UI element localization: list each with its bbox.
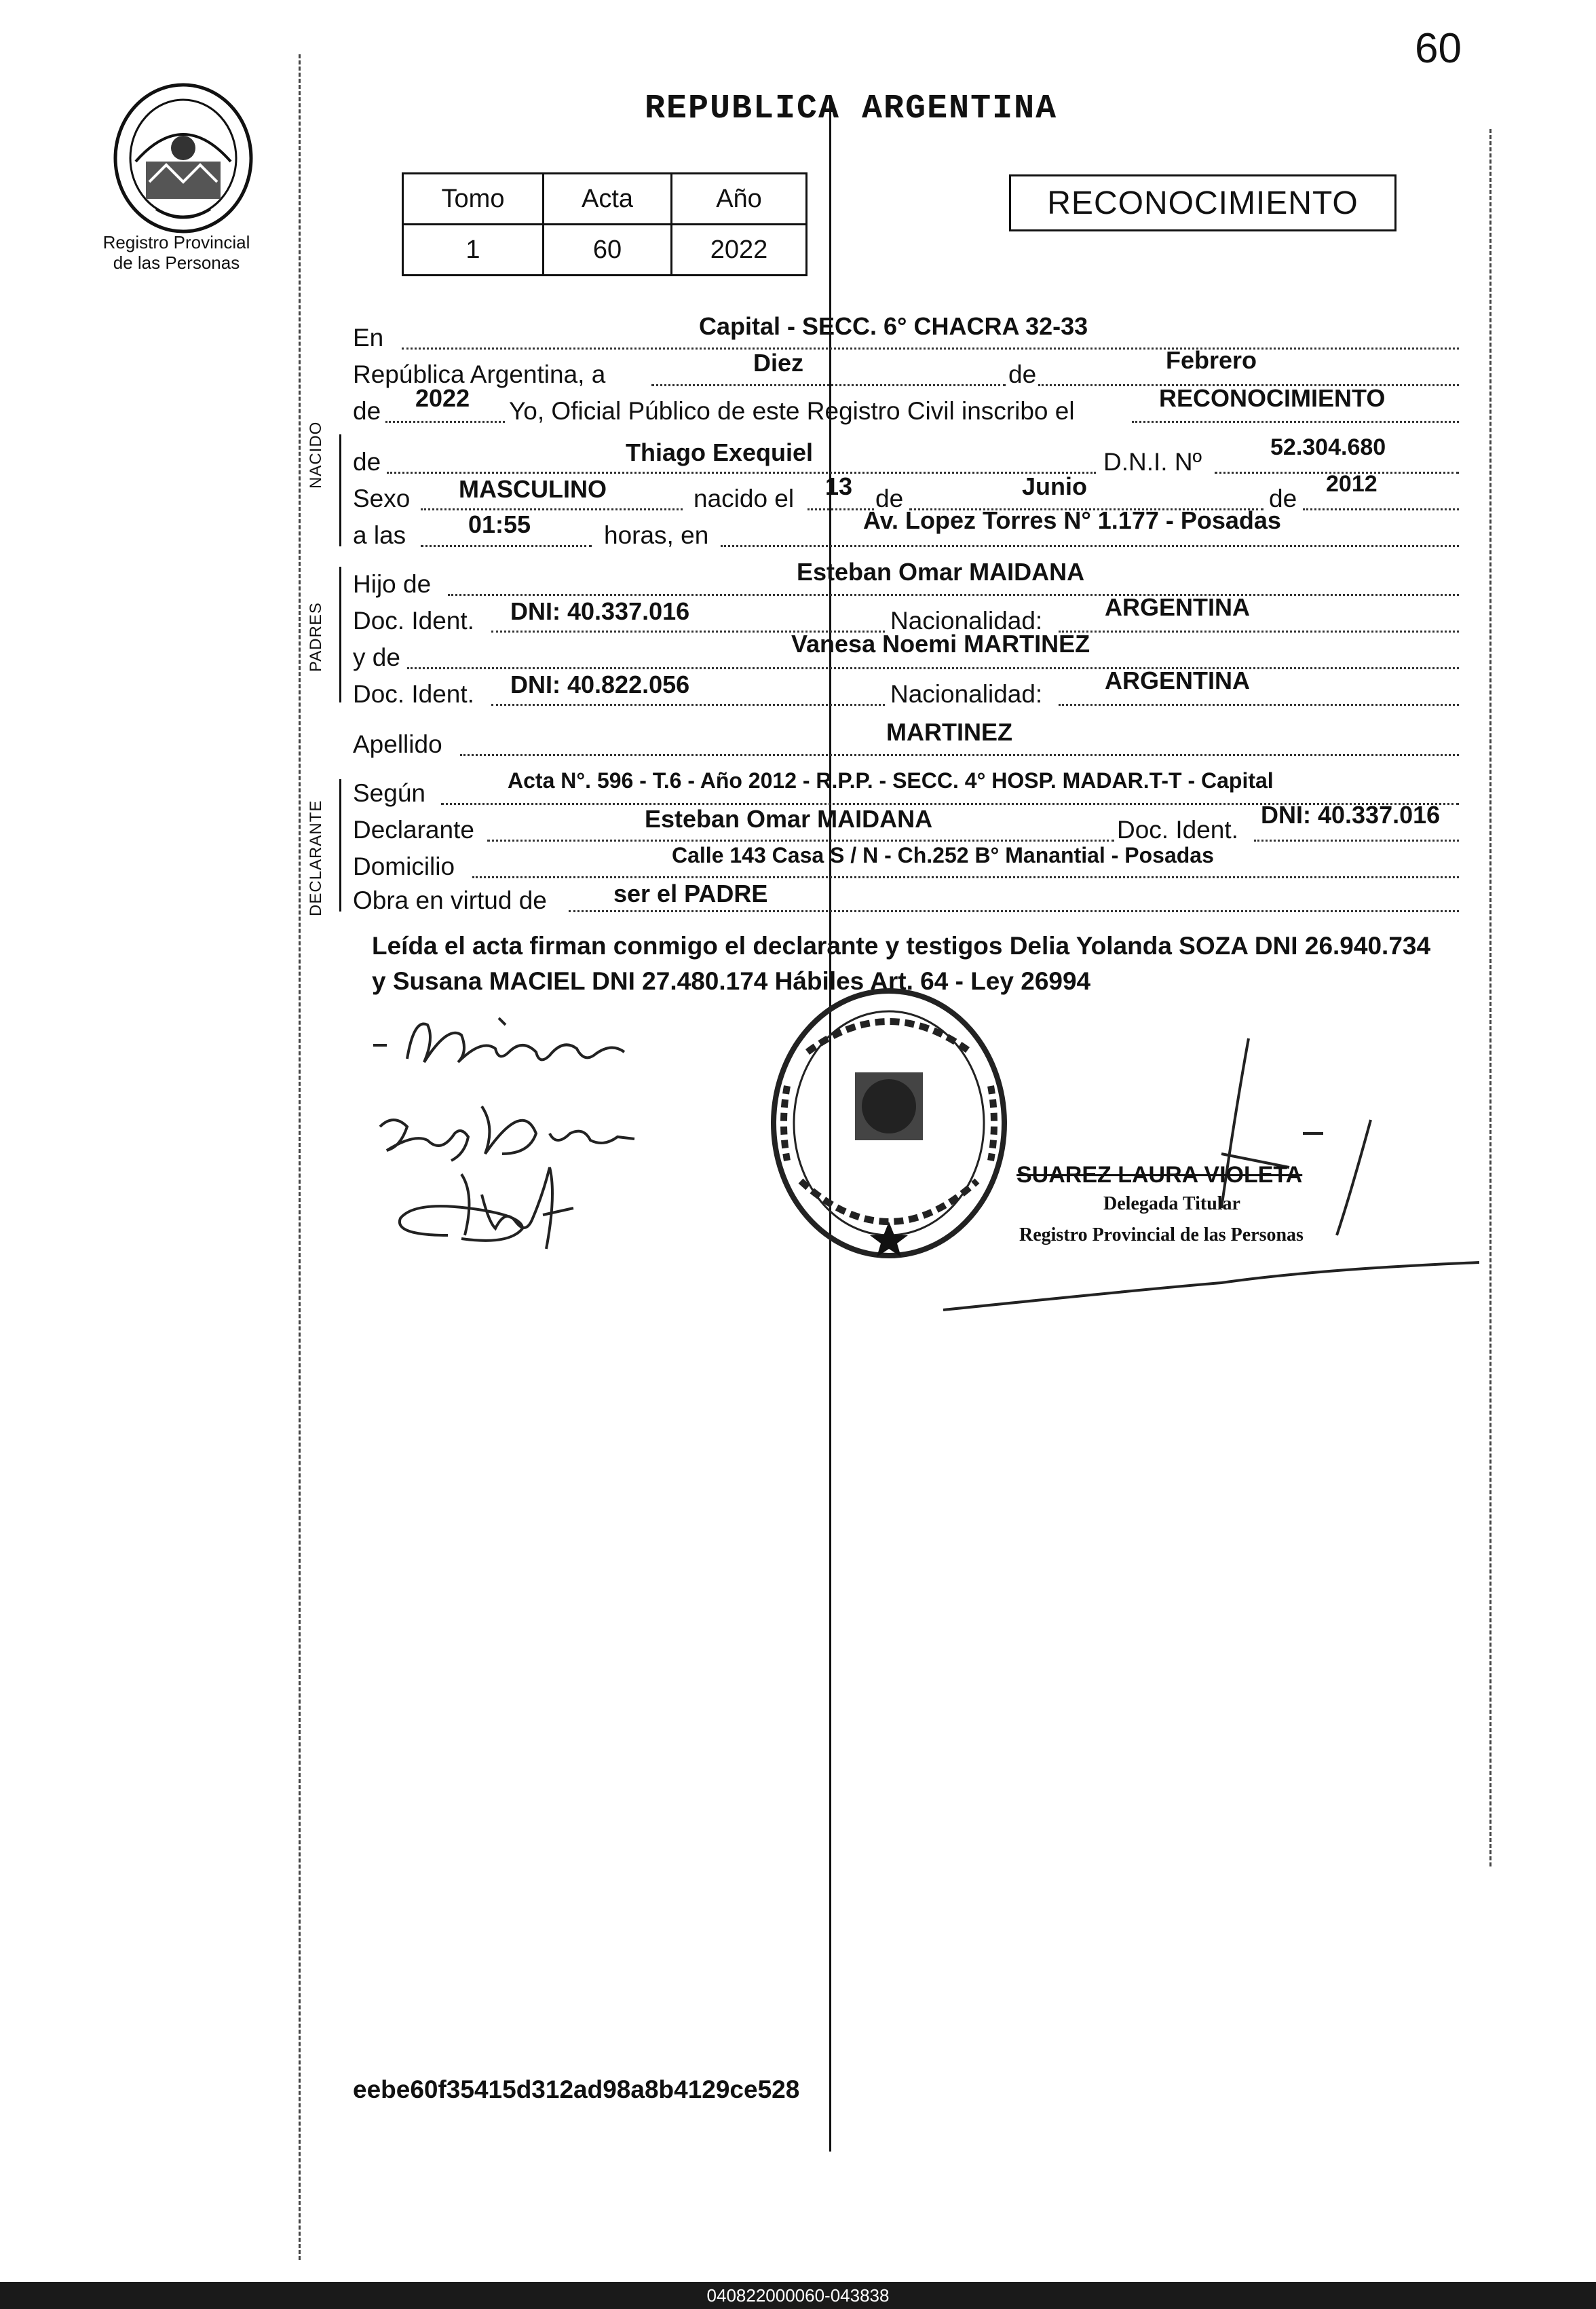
label-de-month: de xyxy=(1008,360,1037,388)
document-title: REPUBLICA ARGENTINA xyxy=(645,90,1058,128)
label-horas-en: horas, en xyxy=(604,521,709,549)
dotted-line xyxy=(721,545,1459,547)
label-segun: Según xyxy=(353,779,425,807)
province-crest-logo xyxy=(109,80,258,236)
value-madre-doc: DNI: 40.822.056 xyxy=(510,671,690,698)
label-de-year: de xyxy=(353,397,381,425)
value-lugar-nac: Av. Lopez Torres N° 1.177 - Posadas xyxy=(863,506,1281,534)
value-sexo: MASCULINO xyxy=(459,475,607,503)
label-hijo-de: Hijo de xyxy=(353,570,432,598)
label-y-de: y de xyxy=(353,643,400,671)
label-doc-ident-3: Doc. Ident. xyxy=(1117,816,1238,844)
org-name xyxy=(81,232,271,273)
nacido-bracket xyxy=(339,434,341,546)
dotted-line xyxy=(1132,421,1459,423)
document-hash: eebe60f35415d312ad98a8b4129ce528 xyxy=(353,2076,800,2103)
dotted-line xyxy=(1254,840,1459,842)
value-nombre: Thiago Exequiel xyxy=(626,438,814,466)
label-doc-ident-1: Doc. Ident. xyxy=(353,607,474,635)
signature-maciel xyxy=(387,1154,611,1262)
dotted-line xyxy=(472,876,1459,878)
table-header-anio: Año xyxy=(672,174,807,225)
page-number: 60 xyxy=(1415,25,1462,72)
label-en: En xyxy=(353,324,384,352)
value-padre: Esteban Omar MAIDANA xyxy=(797,558,1085,586)
official-role: Delegada Titular xyxy=(1103,1193,1240,1214)
label-de-name: de xyxy=(353,448,381,476)
table-value-acta: 60 xyxy=(544,225,672,276)
org-line-2: de las Personas xyxy=(113,252,240,273)
dotted-line xyxy=(448,594,1459,596)
signature-maidana xyxy=(366,998,651,1086)
footer-barcode-text: 040822000060-043838 xyxy=(0,2282,1596,2309)
label-obra: Obra en virtud de xyxy=(353,886,547,914)
dotted-line xyxy=(402,348,1459,350)
right-margin-line xyxy=(1489,129,1492,1866)
value-acto: RECONOCIMIENTO xyxy=(1159,384,1386,412)
value-madre-nac: ARGENTINA xyxy=(1105,667,1250,694)
table-value-anio: 2022 xyxy=(672,225,807,276)
left-margin-line xyxy=(299,54,301,2260)
label-yo: Yo, Oficial Público de este Registro Civil inscribo el xyxy=(509,397,1075,425)
table-header-tomo: Tomo xyxy=(403,174,544,225)
document-type-box: RECONOCIMIENTO xyxy=(1009,174,1396,231)
value-dia-nac: 13 xyxy=(825,472,853,500)
official-name: SUAREZ LAURA VIOLETA xyxy=(1016,1162,1303,1188)
dotted-line xyxy=(460,754,1459,756)
value-anio: 2022 xyxy=(415,384,470,412)
dotted-line xyxy=(1059,704,1459,706)
label-republica: República Argentina, a xyxy=(353,360,606,388)
label-a-las: a las xyxy=(353,521,406,549)
dotted-line xyxy=(1059,631,1459,633)
closing-statement: Leída el acta firman conmigo el declarante y testigos Delia Yolanda SOZA DNI 26.940.734 y Susana MACIEL DNI 27.480.174 Hábiles Art. 64 - Ley 26994 xyxy=(372,932,1431,995)
value-mes-nac: Junio xyxy=(1022,472,1087,500)
side-label-nacido: NACIDO xyxy=(307,421,325,489)
value-declarante-doc: DNI: 40.337.016 xyxy=(1261,801,1441,829)
dotted-line xyxy=(1303,508,1459,510)
dotted-line xyxy=(387,472,1096,474)
official-org: Registro Provincial de las Personas xyxy=(1019,1224,1304,1245)
label-domicilio: Domicilio xyxy=(353,852,455,880)
dotted-line xyxy=(491,704,885,706)
label-dni: D.N.I. Nº xyxy=(1103,448,1202,476)
value-domicilio: Calle 143 Casa S / N - Ch.252 B° Manantial - Posadas xyxy=(672,843,1214,867)
value-mes: Febrero xyxy=(1166,346,1257,374)
dotted-line xyxy=(407,667,1459,669)
dotted-line xyxy=(385,421,505,423)
padres-bracket xyxy=(339,567,341,702)
value-dni-nacido: 52.304.680 xyxy=(1270,434,1386,460)
declarante-bracket xyxy=(339,779,341,912)
label-apellido: Apellido xyxy=(353,730,442,758)
label-nacionalidad-1: Nacionalidad: xyxy=(890,607,1043,635)
table-value-tomo: 1 xyxy=(403,225,544,276)
label-sexo: Sexo xyxy=(353,485,411,512)
org-line-1: Registro Provincial xyxy=(102,232,250,252)
label-de-day: de xyxy=(875,485,904,512)
dotted-line xyxy=(651,384,1006,386)
dotted-line xyxy=(421,508,683,510)
dotted-line xyxy=(421,545,592,547)
value-padre-doc: DNI: 40.337.016 xyxy=(510,597,690,625)
value-declarante: Esteban Omar MAIDANA xyxy=(645,805,933,833)
side-label-declarante: DECLARANTE xyxy=(307,800,325,916)
value-segun: Acta N°. 596 - T.6 - Año 2012 - R.P.P. - SECC. 4° HOSP. MADAR.T-T - Capital xyxy=(508,768,1274,793)
label-nacionalidad-2: Nacionalidad: xyxy=(890,680,1043,708)
value-hora: 01:55 xyxy=(468,510,531,538)
value-anio-nac: 2012 xyxy=(1326,471,1378,497)
label-declarante: Declarante xyxy=(353,816,474,844)
value-dia: Diez xyxy=(753,349,804,377)
label-de-y2: de xyxy=(1269,485,1297,512)
dotted-line xyxy=(569,910,1459,912)
value-padre-nac: ARGENTINA xyxy=(1105,593,1250,621)
side-label-padres: PADRES xyxy=(307,602,325,672)
value-apellido: MARTINEZ xyxy=(886,718,1012,746)
acta-table xyxy=(402,172,808,276)
label-nacido-el: nacido el xyxy=(694,485,795,512)
value-obra: ser el PADRE xyxy=(613,880,768,907)
label-doc-ident-2: Doc. Ident. xyxy=(353,680,474,708)
table-header-acta: Acta xyxy=(544,174,672,225)
dotted-line xyxy=(487,840,1114,842)
value-lugar: Capital - SECC. 6° CHACRA 32-33 xyxy=(699,312,1088,340)
value-madre: Vanesa Noemi MARTINEZ xyxy=(791,630,1090,658)
